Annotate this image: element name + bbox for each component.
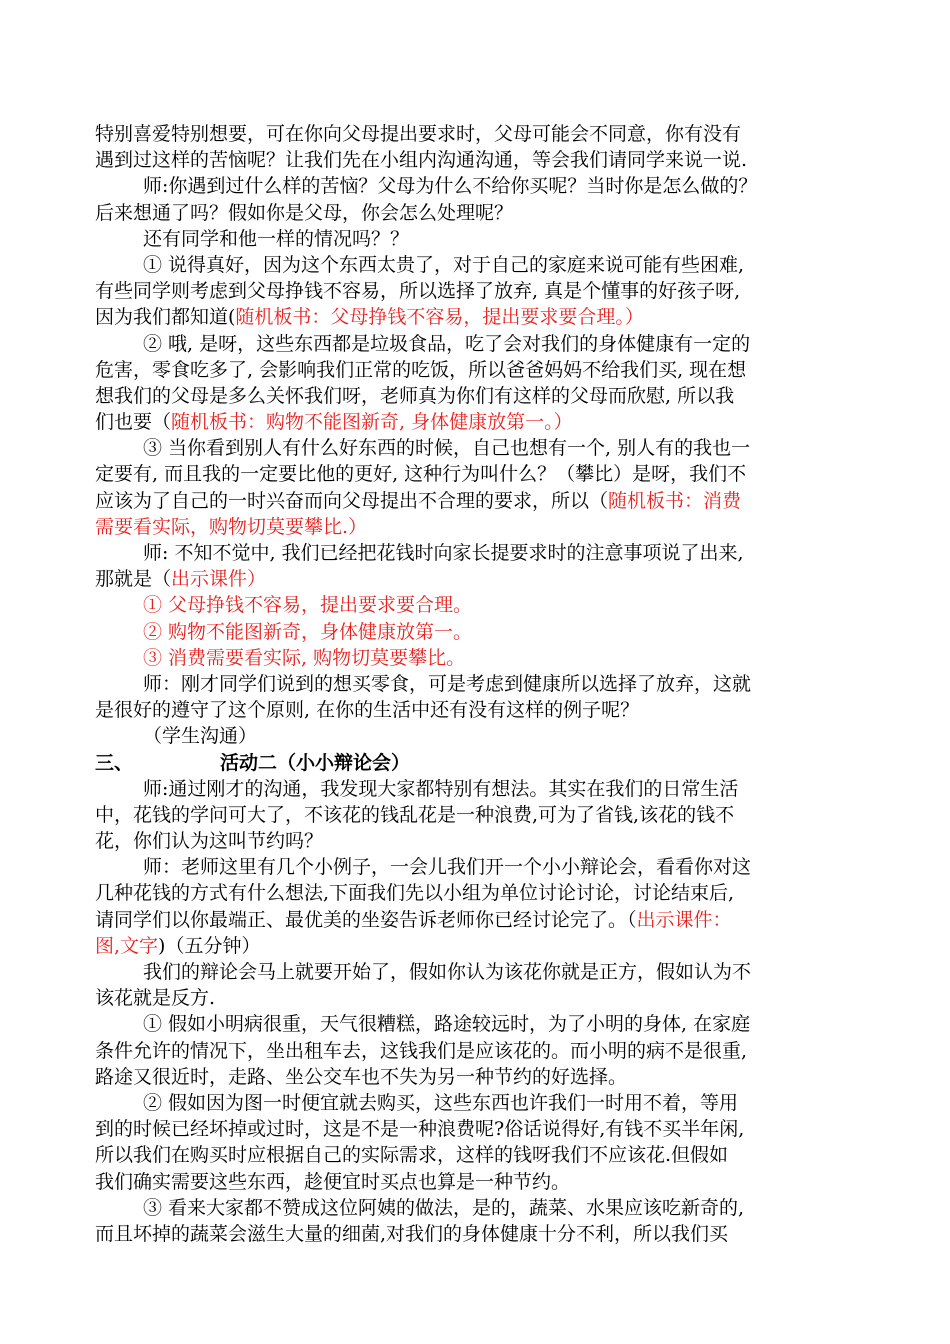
text-line [95, 488, 860, 514]
text-line: ③ 看来大家都不赞成这位阿姨的做法，是的，蔬菜、水果应该吃新奇的, [143, 1196, 745, 1219]
text-segment: 因为我们都知道( [95, 306, 236, 329]
text-segment: 们也要（ [95, 411, 172, 434]
text-line [95, 409, 860, 435]
section-title: 活动二（小小辩论会） [220, 751, 411, 774]
courseware-note: 出示课件） [171, 568, 267, 591]
text-line: 有些同学则考虑到父母挣钱不容易，所以选择了放弃, 真是个懂事的好孩子呀, [95, 280, 741, 303]
text-line: ① 说得真好，因为这个东西太贵了，对于自己的家庭来说可能有些困难, [143, 253, 745, 276]
principle-item: ② 购物不能图新奇，身体健康放第一。 [143, 620, 473, 643]
text-line: 几种花钱的方式有什么想法,下面我们先以小组为单位讨论讨论，讨论结束后, [95, 882, 735, 905]
text-line: 而且坏掉的蔬菜会滋生大量的细菌,对我们的身体健康十分不利，所以我们买 [95, 1222, 729, 1245]
text-line: 危害，零食吃多了, 会影响我们正常的吃饭，所以爸爸妈妈不给我们买, 现在想 [95, 358, 747, 381]
text-line: （学生沟通） [143, 725, 258, 748]
text-line: 后来想通了吗？假如你是父母，你会怎么处理呢？ [95, 201, 514, 224]
courseware-note: 图,文字 [95, 934, 159, 957]
text-segment: 那就是（ [95, 568, 172, 591]
text-segment: )（五分钟） [158, 934, 261, 957]
text-line: 师:你遇到过什么样的苦恼？父母为什么不给你买呢？当时你是怎么做的？ [143, 175, 758, 198]
text-segment: 应该为了自己的一时兴奋而向父母提出不合理的要求，所以（ [95, 489, 609, 512]
text-line: 师：老师这里有几个小例子，一会儿我们开一个小小辩论会，看看你对这 [143, 856, 752, 879]
text-line: 还有同学和他一样的情况吗？？ [143, 227, 410, 250]
text-line: 特别喜爱特别想要，可在你向父母提出要求时，父母可能会不同意，你有没有 [95, 123, 742, 145]
text-line: 所以我们在购买时应根据自己的实际需求，这样的钱呀我们不应该花.但假如 [95, 1144, 729, 1167]
text-line: ① 假如小明病很重，天气很糟糕，路途较远时，为了小明的身体, 在家庭 [143, 1013, 751, 1036]
board-note: 随机板书：父母挣钱不容易，提出要求要合理。） [235, 306, 644, 329]
text-line [95, 933, 860, 959]
text-line [95, 304, 860, 330]
text-line: 师: 不知不觉中, 我们已经把花钱时向家长提要求时的注意事项说了出来, [143, 542, 744, 564]
text-line: 到的时候已经坏掉或过时，这是不是一种浪费呢?俗话说得好,有钱不买半年闲, [95, 1118, 745, 1141]
text-line [95, 566, 860, 592]
board-note: 随机板书：购物不能图新奇, 身体健康放第一。） [171, 411, 573, 434]
text-line: ③ 当你看到别人有什么好东西的时候，自己也想有一个, 别人有的我也一 [143, 437, 751, 460]
text-line [95, 907, 860, 933]
text-line: 条件允许的情况下，坐出租车去，这钱我们是应该花的。而小明的病不是很重, [95, 1039, 748, 1062]
board-note-line: 需要看实际，购物切莫要攀比.） [95, 515, 368, 538]
text-line: 定要有, 而且我的一定要比他的更好, 这种行为叫什么？（攀比）是呀，我们不 [95, 463, 747, 486]
courseware-note: 出示课件： [636, 908, 732, 931]
text-line: 我们的辩论会马上就要开始了，假如你认为该花你就是正方，假如认为不 [143, 961, 752, 983]
principle-item: ③ 消费需要看实际, 购物切莫要攀比。 [143, 646, 466, 669]
text-line: 花，你们认为这叫节约吗？ [95, 830, 324, 853]
principle-item: ① 父母挣钱不容易，提出要求要合理。 [143, 594, 473, 617]
text-line: 路途又很近时，走路、坐公交车也不失为另一种节约的好选择。 [95, 1065, 628, 1088]
text-line: ② 哦, 是呀，这些东西都是垃圾食品，吃了会对我们的身体健康有一定的 [143, 332, 751, 355]
text-line: 我们确实需要这些东西，趁便宜时买点也算是一种节约。 [95, 1170, 571, 1193]
text-line: ② 假如因为图一时便宜就去购买，这些东西也许我们一时用不着，等用 [143, 1091, 739, 1114]
board-note: 随机板书：消费 [608, 489, 742, 512]
text-segment: 请同学们以你最端正、最优美的坐姿告诉老师你已经讨论完了。（ [95, 908, 637, 931]
text-line: 该花就是反方. [95, 987, 216, 1010]
section-heading [95, 750, 860, 776]
text-line: 中，花钱的学问可大了，不该花的钱乱花是一种浪费,可为了省钱,该花的钱不 [95, 803, 735, 826]
text-line: 是很好的遵守了这个原则, 在你的生活中还有没有这样的例子呢？ [95, 699, 640, 722]
text-line: 遇到过这样的苦恼呢？让我们先在小组内沟通沟通，等会我们请同学来说一说. [95, 149, 748, 172]
text-line: 想我们的父母是多么关怀我们呀，老师真为你们有这样的父母而欣慰, 所以我 [95, 384, 735, 407]
section-number: 三、 [95, 751, 134, 774]
text-line: 师：刚才同学们说到的想买零食，可是考虑到健康所以选择了放弃，这就 [143, 672, 752, 695]
text-line: 师:通过刚才的沟通，我发现大家都特别有想法。其实在我们的日常生活 [143, 777, 739, 800]
